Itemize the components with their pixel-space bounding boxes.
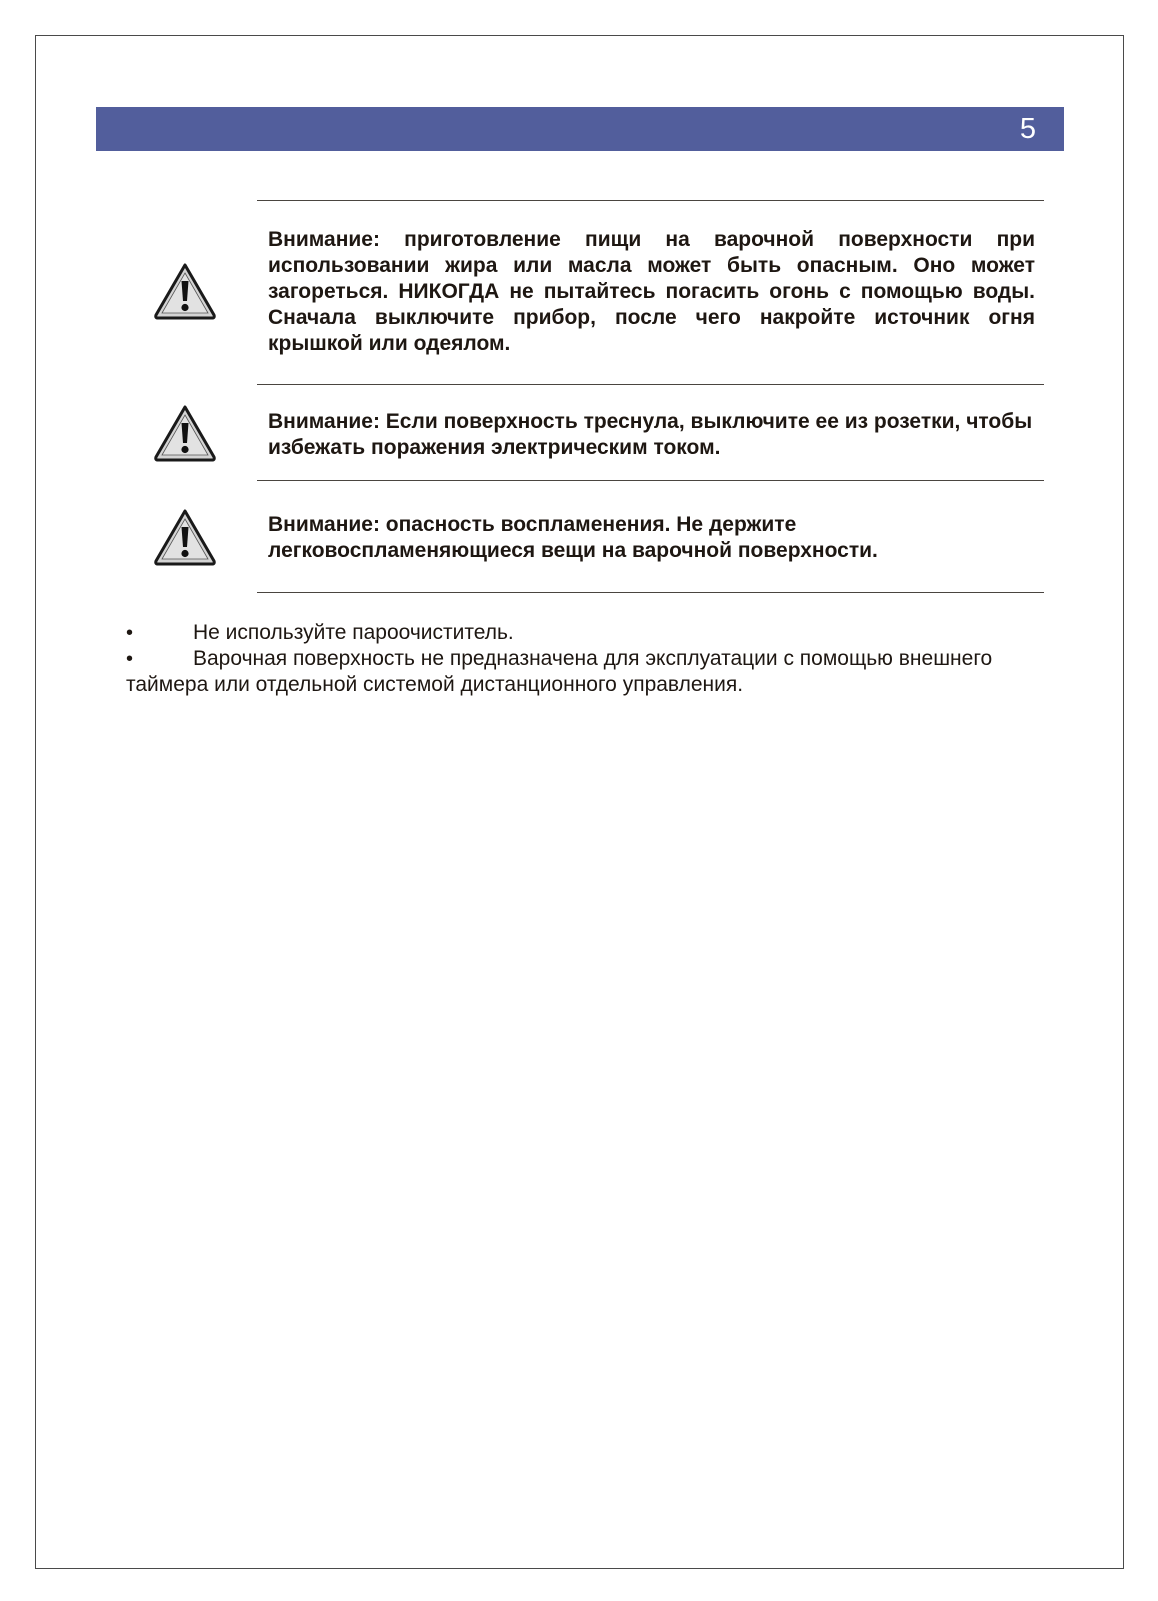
bullet-marker: • [126,622,134,644]
warning-triangle-icon [152,507,218,567]
list-item-text: Варочная поверхность не предназначена для эксплуатации с помощью внешнего таймера или отдельной системой дистанционного управления. [126,647,993,696]
page-number: 5 [1019,113,1036,145]
bullet-marker: • [126,648,134,670]
warning-text: Внимание: Если поверхность треснула, выключите ее из розетки, чтобы избежать поражения электрическим током. [268,410,1033,459]
warning-triangle-icon [152,403,218,463]
list-item-text: Не используйте пароочиститель. [193,621,514,644]
warning-triangle-icon [152,261,218,321]
divider [257,480,1044,481]
divider [257,200,1044,201]
divider [257,592,1044,593]
warning-text: Внимание: приготовление пищи на варочной поверхности при использовании жира или масла может быть опасным. Оно может загореться. НИКОГДА не пытайтесь погасить огонь с помощью воды. Сначала выключите прибор, после чего накройте источник огня крышкой или одеялом. [268,228,1035,355]
list-item [126,620,1066,646]
divider [257,384,1044,385]
bullet-list [126,620,1066,698]
header-band [96,107,1064,151]
list-item [126,646,1066,698]
warning-text: Внимание: опасность воспламенения. Не держите легковоспламеняющиеся вещи на варочной поверхности. [268,513,878,562]
